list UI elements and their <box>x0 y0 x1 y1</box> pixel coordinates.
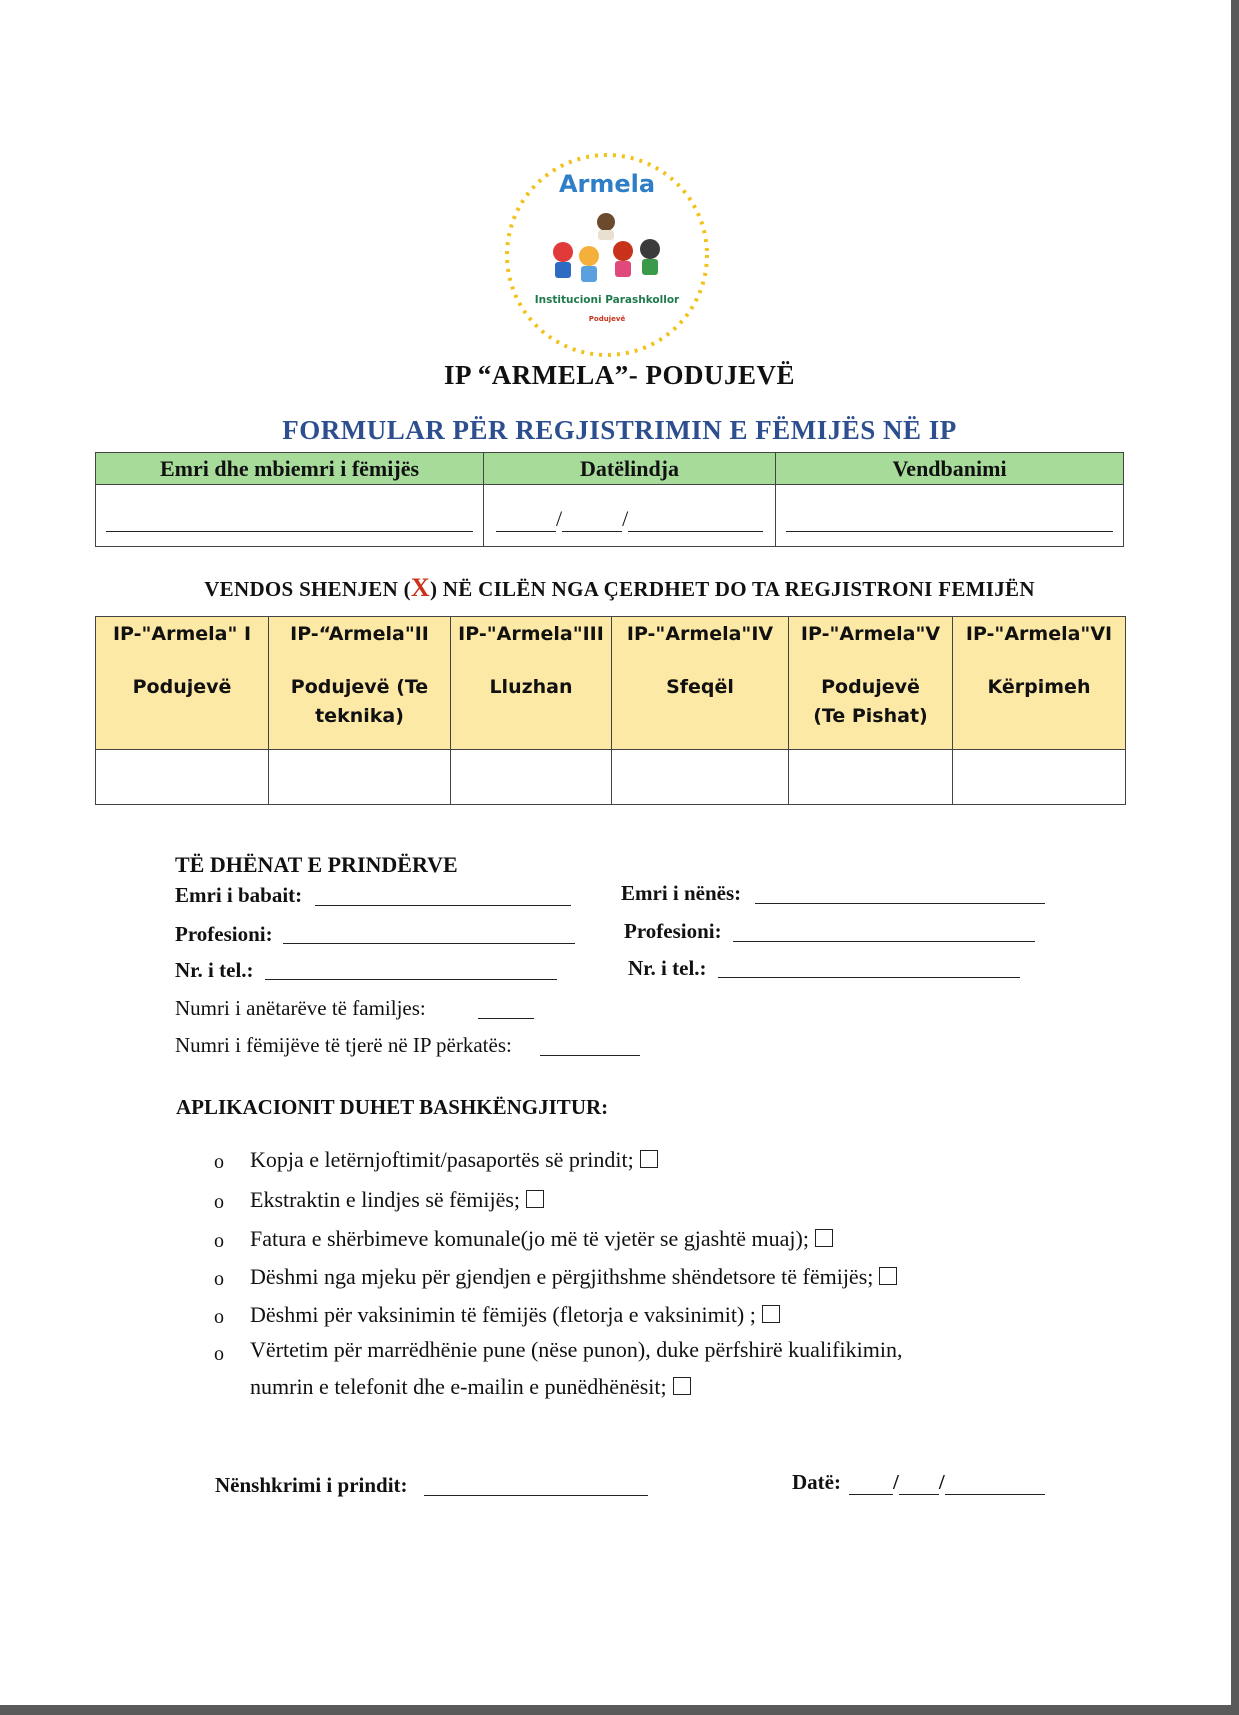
form-title: FORMULAR PËR REGJISTRIMIN E FËMIJËS NË IP <box>282 415 957 445</box>
institution-name: IP-“Armela"II <box>290 623 429 645</box>
attachment-item-continuation <box>250 1374 691 1400</box>
other-children-label: Numri i fëmijëve të tjerë në IP përkatës: <box>175 1033 512 1057</box>
attachment-item <box>250 1337 902 1363</box>
kids-illustration <box>553 239 660 282</box>
bullet-icon: o <box>214 1191 224 1213</box>
birth-date-cell[interactable] <box>484 485 776 547</box>
attachment-text: Vërtetim për marrëdhënie pune (nëse punon), duke përfshirë kualifikimin, <box>250 1337 903 1362</box>
date-field-month[interactable] <box>899 1472 939 1495</box>
bullet-icon: o <box>214 1343 224 1365</box>
institution-location: Lluzhan <box>489 676 573 698</box>
scan-border-bottom <box>0 1705 1239 1715</box>
signature-field[interactable] <box>424 1495 648 1496</box>
checkbox-icon[interactable] <box>879 1267 897 1285</box>
institution-name: IP-"Armela"VI <box>965 623 1113 645</box>
institution-location: Podujevë <box>132 676 232 698</box>
instruction-text: VENDOS SHENJEN ( <box>204 577 411 601</box>
attachment-text: Kopja e letërnjoftimit/pasaportës së prindit; <box>250 1147 634 1172</box>
institution-mark-cell[interactable] <box>269 750 451 805</box>
father-name-field[interactable] <box>315 905 571 906</box>
institution-header <box>96 617 269 750</box>
attachment-text: Fatura e shërbimeve komunale(jo më të vjetër se gjashtë muaj); <box>250 1226 809 1251</box>
attachments-title: APLIKACIONIT DUHET BASHKËNGJITUR: <box>176 1095 609 1119</box>
parents-section-title: TË DHËNAT E PRINDËRVE <box>175 852 458 877</box>
attachment-item <box>250 1302 780 1328</box>
institution-mark-cell[interactable] <box>451 750 612 805</box>
mother-profession-field[interactable] <box>733 941 1035 942</box>
footer-date <box>792 1470 1045 1495</box>
attachment-item <box>250 1226 833 1252</box>
institution-name: IP-"Armela"IV <box>626 623 774 645</box>
mother-name-field[interactable] <box>755 903 1045 904</box>
birth-date-field <box>496 506 763 532</box>
father-profession-label: Profesioni: <box>175 922 273 946</box>
column-birth-date: Datëlindja <box>484 453 776 485</box>
institution-selection-table <box>95 616 1126 805</box>
attachment-text: Dëshmi për vaksinimin të fëmijës (fletorja e vaksinimit) ; <box>250 1302 756 1327</box>
other-children-field[interactable] <box>540 1055 640 1056</box>
date-field-year[interactable] <box>945 1472 1045 1495</box>
institution-location: Sfeqël <box>666 676 734 698</box>
institution-name: IP-"Armela"V <box>800 623 941 645</box>
attachment-text: Dëshmi nga mjeku për gjendjen e përgjithshme shëndetsore të fëmijës; <box>250 1264 874 1289</box>
attachment-item <box>250 1264 897 1290</box>
institution-location: Kërpimeh <box>987 676 1091 698</box>
institution-name: IP-"Armela" I <box>112 623 252 645</box>
attachment-text: numrin e telefonit dhe e-mailin e punëdhënësit; <box>250 1374 667 1399</box>
family-members-field[interactable] <box>478 1018 534 1019</box>
bullet-icon: o <box>214 1151 224 1173</box>
residence-cell[interactable] <box>776 485 1124 547</box>
selection-instruction <box>0 573 1239 603</box>
institution-mark-cell[interactable] <box>96 750 269 805</box>
organization-title: IP “ARMELA”- PODUJEVË <box>443 360 795 390</box>
child-info-table <box>95 452 1124 547</box>
attachment-item <box>250 1187 544 1213</box>
checkbox-icon[interactable] <box>815 1229 833 1247</box>
scan-border-right <box>1231 0 1239 1715</box>
institution-header <box>612 617 789 750</box>
column-child-name: Emri dhe mbiemri i fëmijës <box>96 453 484 485</box>
date-field-day[interactable] <box>849 1472 893 1495</box>
logo-city: Podujevë <box>588 315 626 323</box>
institution-mark-cell[interactable] <box>953 750 1126 805</box>
institution-header <box>953 617 1126 750</box>
checkbox-icon[interactable] <box>526 1190 544 1208</box>
attachment-item <box>250 1147 658 1173</box>
institution-header <box>269 617 451 750</box>
date-separator: / <box>622 506 629 531</box>
checkbox-icon[interactable] <box>640 1150 658 1168</box>
mother-profession-label: Profesioni: <box>624 919 722 943</box>
logo-graphic <box>500 148 715 363</box>
father-profession-field[interactable] <box>283 943 575 944</box>
family-members-label: Numri i anëtarëve të familjes: <box>175 996 426 1020</box>
date-separator: / <box>556 506 563 531</box>
father-name-label: Emri i babait: <box>175 883 303 907</box>
date-separator: / <box>892 1470 899 1494</box>
date-separator: / <box>938 1470 945 1494</box>
mother-name-label: Emri i nënës: <box>621 881 742 905</box>
child-name-line <box>106 531 473 532</box>
instruction-text: ) NË CILËN NGA ÇERDHET DO TA REGJISTRONI FEMIJËN <box>429 577 1035 601</box>
residence-line <box>786 531 1113 532</box>
father-phone-field[interactable] <box>265 979 557 980</box>
bullet-icon: o <box>214 1268 224 1290</box>
signature-label: Nënshkrimi i prindit: <box>215 1473 408 1497</box>
institution-mark-cell[interactable] <box>612 750 789 805</box>
institution-name: IP-"Armela"III <box>458 623 604 645</box>
checkbox-icon[interactable] <box>762 1305 780 1323</box>
mother-phone-label: Nr. i tel.: <box>628 956 707 980</box>
bullet-icon: o <box>214 1230 224 1252</box>
checkbox-icon[interactable] <box>673 1377 691 1395</box>
institution-location: Podujevë (Te teknika) <box>290 676 429 727</box>
mother-phone-field[interactable] <box>718 977 1020 978</box>
father-phone-label: Nr. i tel.: <box>175 958 254 982</box>
institution-location: Podujevë (Te Pishat) <box>813 676 928 727</box>
armela-logo <box>500 148 715 363</box>
logo-brand-text: Armela <box>558 170 656 198</box>
mark-x: X <box>410 573 430 602</box>
bullet-icon: o <box>214 1306 224 1328</box>
date-label: Datë: <box>792 1470 841 1494</box>
child-name-cell[interactable] <box>96 485 484 547</box>
logo-subtitle: Institucioni Parashkollor <box>534 294 680 306</box>
column-residence: Vendbanimi <box>776 453 1124 485</box>
institution-mark-cell[interactable] <box>789 750 953 805</box>
attachment-text: Ekstraktin e lindjes së fëmijës; <box>250 1187 521 1212</box>
institution-header <box>789 617 953 750</box>
institution-header <box>451 617 612 750</box>
